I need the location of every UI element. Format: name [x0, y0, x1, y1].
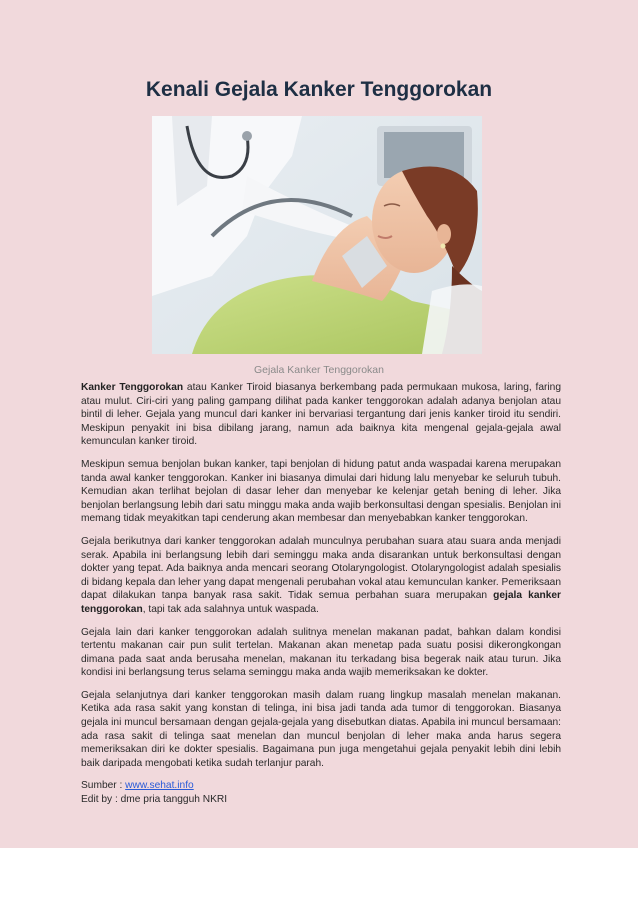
paragraph-text: Gejala berikutnya dari kanker tenggorokan adalah munculnya perubahan suara atau suara anda menjadi serak. Apabila ini berlangsung lebih dari seminggu maka anda disarankan untuk berkonsultasi dengan dokter yang tepat. Ada baiknya anda mencari seorang Otolaryngologist. Otolaryngologist adalah spesialis di bidang kepala dan leher yang dapat mengenali perubahan vokal atau kemunculan kanker. Pemeriksaan dapat dilakukan tanpa banyak rasa sakit. Tidak semua perbahan suara merupakan: [81, 535, 561, 602]
paragraph-text: atau Kanker Tiroid biasanya berkembang pada permukaan mukosa, laring, faring atau mulut. Ciri-ciri yang paling gampang dilihat pada kanker tenggorokan adalah adanya benjolan atau bintil di leher. Gejala yang muncul dari kanker ini bervariasi tergantung dari jenis kanker tiroid itu sendiri. Meskipun penyakit ini bisa dibilang jarang, namun ada baiknya kita mengenal gejala-gejala awal kemunculan kanker tiroid.: [81, 382, 561, 448]
paragraph-5: Gejala selanjutnya dari kanker tenggorokan masih dalam ruang lingkup masalah menelan makanan. Ketika ada rasa sakit yang konstan di telinga, ini bisa jadi tanda ada tumor di tenggorokan. Biasanya gejala ini muncul bersamaan dengan gejala-gejala yang disebutkan diatas. Apabila ini muncul bersamaan: ada rasa sakit di telinga saat menelan dan muncul benjolan di leher maka anda harus segera memeriksakan diri ke dokter spesialis. Bagaimana pun juga mengetahui gejala penyakit lebih dini lebih baik daripada mengobati ketika sudah terlanjur parah.: [81, 689, 561, 769]
source-label: Sumber :: [81, 780, 126, 792]
source-line: [81, 779, 561, 793]
paragraph-text: , tapi tak ada salahnya untuk waspada.: [142, 603, 319, 615]
bold-term: Kanker Tenggorokan: [81, 382, 184, 393]
article-body: [81, 381, 561, 807]
paragraph-3: [81, 535, 561, 617]
paragraph-1: [81, 381, 561, 449]
page-title: Kenali Gejala Kanker Tenggorokan: [145, 78, 493, 101]
paragraph-2: Meskipun semua benjolan bukan kanker, tapi benjolan di hidung patut anda waspadai karena merupakan tanda awal kanker tenggorokan. Kanker ini biasanya dimulai dari hidung lalu menyebar ke seluruh tubuh. Kemudian akan terlihat bejolan di dasar leher dan menyebar ke kelenjar getah bening di leher. Jika benjolan berlangsung lebih dari satu minggu maka anda wajib berkonsultasi dengan spesialis. Benjolan ini memang tidak meyakitkan tapi cenderung akan membesar dan menyebabkan kanker tenggorokan.: [81, 458, 561, 525]
source-link[interactable]: www.sehat.info: [125, 780, 194, 792]
bold-term: gejala kanker tenggorokan: [81, 590, 562, 615]
editor-line: Edit by : dme pria tangguh NKRI: [81, 794, 228, 806]
article-photo: [152, 116, 482, 354]
paragraph-4: Gejala lain dari kanker tenggorokan adalah sulitnya menelan makanan padat, bahkan dalam kondisi tertentu makanan cair pun sulit tertelan. Makanan akan menetap pada suatu posisi dikerongkongan dimana pada saat anda berusaha menelan, makanan itu terkadang bisa begerak naik atau turun. Jika kondisi ini berlangsung terus selama seminggu maka anda wajib memeriksakan ke dokter.: [81, 626, 561, 679]
image-caption: Gejala Kanker Tenggorokan: [254, 364, 384, 376]
doctor-patient-ultrasound-image: [152, 116, 482, 354]
